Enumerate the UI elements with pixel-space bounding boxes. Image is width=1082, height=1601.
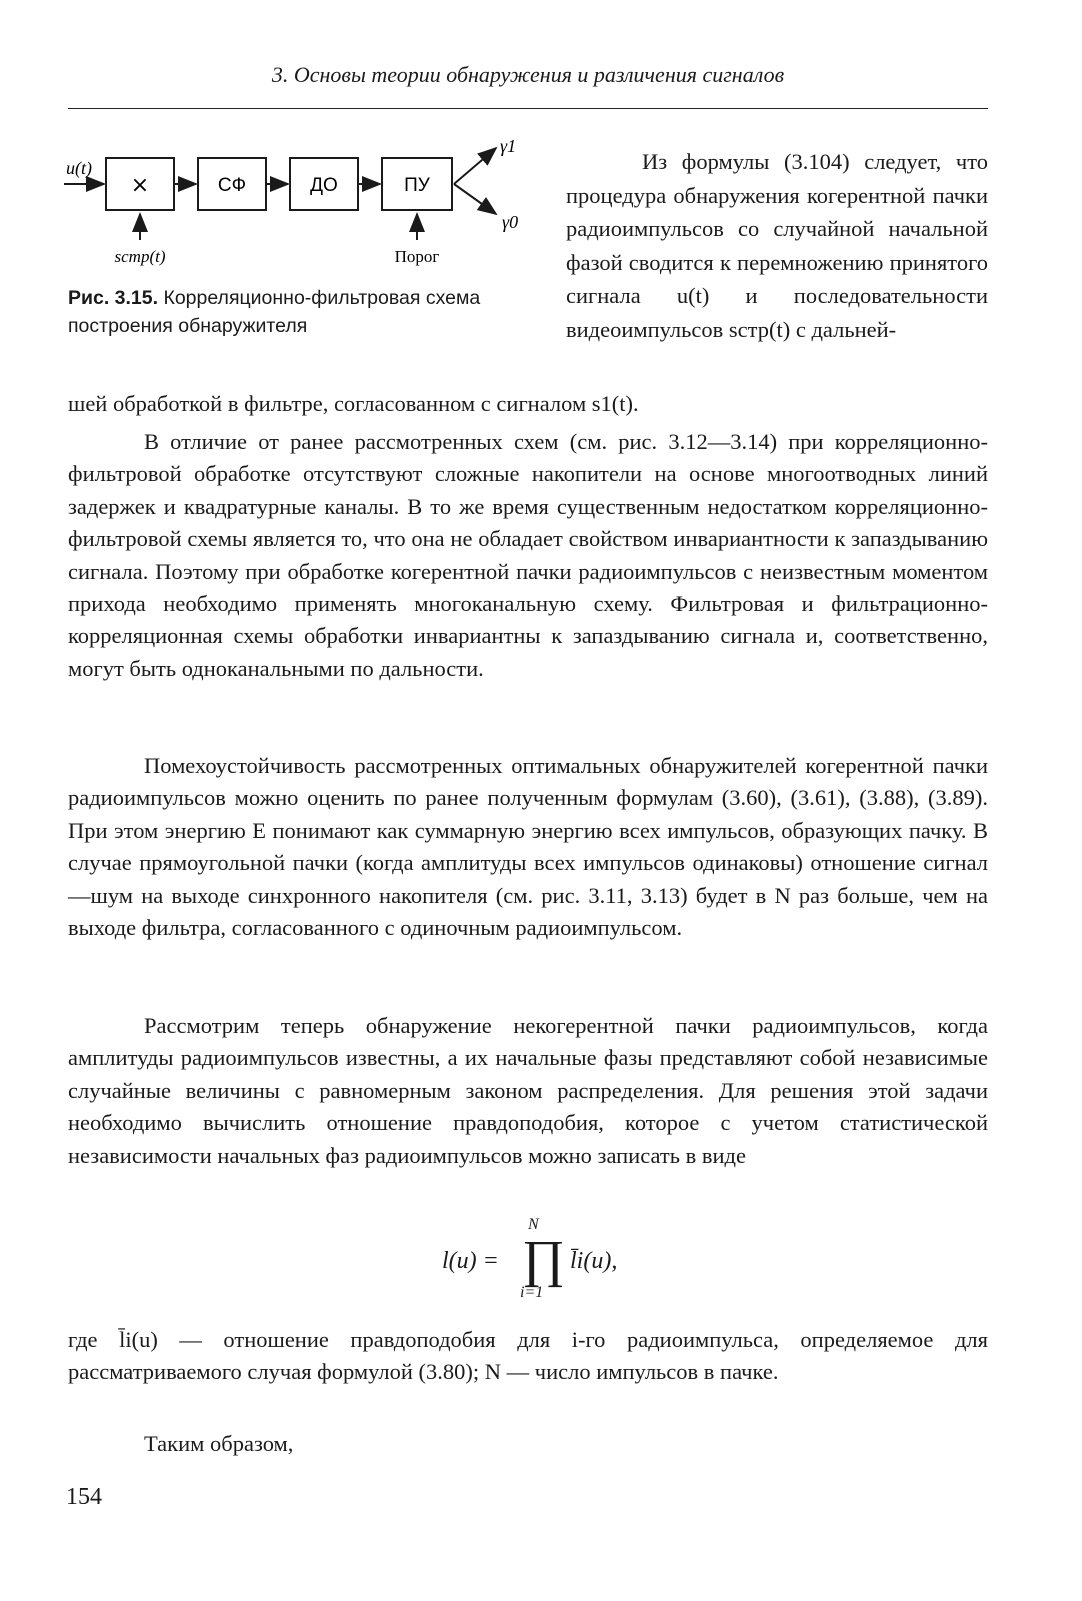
header-rule bbox=[68, 108, 988, 109]
paragraph-5: где l̄i(u) — отношение правдоподобия для i-го радиоимпульса, определяемое для рассматриваемого случая формулой (3.80); N — число импульсов в пачке. bbox=[68, 1327, 988, 1385]
output-lower-label: γ0 bbox=[502, 212, 519, 232]
formula-upper-limit: N bbox=[528, 1216, 539, 1233]
paragraph-2-text: В отличие от ранее рассмотренных схем (см. рис. 3.12—3.14) при корреляционно-фильтровой обработке отсутствуют сложные накопители на основе многоотводных линий задержек и квадратурные каналы. В то же время существенным недостатком корреляционно-фильтровой схемы является то, что она не обладает свойством инвариантности к запаздыванию сигнала. Поэтому при обработке когерентной пачки радиоимпульсов с неизвестным моментом прихода необходимо применять многоканальную схему. Фильтровая и фильтрационно-корреляционная схемы обработки инвариантны к запаздыванию сигнала и, соответственно, могут быть одноканальными по дальности. bbox=[68, 429, 988, 681]
paragraph-4 bbox=[68, 1010, 988, 1172]
figure-caption-number: Рис. 3.15. bbox=[68, 287, 159, 309]
formula-lower-limit: i=1 bbox=[520, 1284, 544, 1301]
product-operator: ∏ bbox=[522, 1231, 565, 1288]
block-threshold-device-label: ПУ bbox=[404, 175, 430, 196]
paragraph-6-text: Таким образом, bbox=[144, 1431, 294, 1456]
block-diagram-figure bbox=[60, 128, 540, 358]
formula-rhs: l̄i(u), bbox=[570, 1248, 618, 1274]
likelihood-product-formula bbox=[440, 1218, 700, 1308]
reference-label: sстр(t) bbox=[114, 247, 166, 266]
paragraph-1-side bbox=[566, 145, 988, 346]
paragraph-1-continuation: шей обработкой в фильтре, согласованном с сигналом s1(t). bbox=[68, 391, 639, 416]
paragraph-3 bbox=[68, 750, 988, 944]
paragraph-4-text: Рассмотрим теперь обнаружение некогерентной пачки радиоимпульсов, когда амплитуды радиоимпульсов известны, а их начальные фазы представляют собой независимые случайные величины с равномерным законом распределения. Для решения этой задачи необходимо вычислить отношение правдоподобия, которое с учетом статистической независимости начальных фаз радиоимпульсов можно записать в виде bbox=[68, 1013, 988, 1168]
output-upper-label: γ1 bbox=[500, 136, 517, 156]
output-upper-arrow bbox=[454, 148, 496, 184]
running-title: 3. Основы теории обнаружения и различения сигналов bbox=[271, 62, 785, 87]
block-diagram bbox=[60, 128, 540, 288]
paragraph-1-side-text: Из формулы (3.104) следует, что процедура обнаружения когерентной пачки радиоимпульсов со случайной начальной фазой сводится к перемножению принятого сигнала u(t) и последовательности видеоимпульсов sстр(t) с дальней- bbox=[566, 149, 988, 342]
threshold-label: Порог bbox=[394, 247, 440, 266]
paragraph-2 bbox=[68, 426, 988, 685]
page-number: 154 bbox=[66, 1484, 102, 1510]
paragraph-6 bbox=[68, 1428, 988, 1460]
block-matched-filter-label: СФ bbox=[217, 175, 247, 196]
paragraph-3-text: Помехоустойчивость рассмотренных оптимальных обнаружителей когерентной пачки радиоимпульсов можно оценить по ранее полученным формулам (3.60), (3.61), (3.88), (3.89). При этом энергию E понимают как суммарную энергию всех импульсов, образующих пачку. В случае прямоугольной пачки (когда амплитуды всех импульсов одинаковы) отношение сигнал—шум на выходе синхронного накопителя (см. рис. 3.11, 3.13) будет в N раз больше, чем на выходе фильтра, согласованного с одиночным радиоимпульсом. bbox=[68, 753, 988, 941]
figure-caption bbox=[68, 284, 538, 340]
block-amplitude-detector-label: ДО bbox=[310, 175, 338, 196]
figure-caption-text: Корреляционно-фильтровая схема построения обнаружителя bbox=[68, 287, 481, 337]
formula-lhs: l(u) = bbox=[442, 1248, 499, 1274]
input-label: u(t) bbox=[66, 158, 92, 178]
output-lower-arrow bbox=[454, 184, 496, 214]
block-multiplier-label: × bbox=[130, 173, 150, 198]
